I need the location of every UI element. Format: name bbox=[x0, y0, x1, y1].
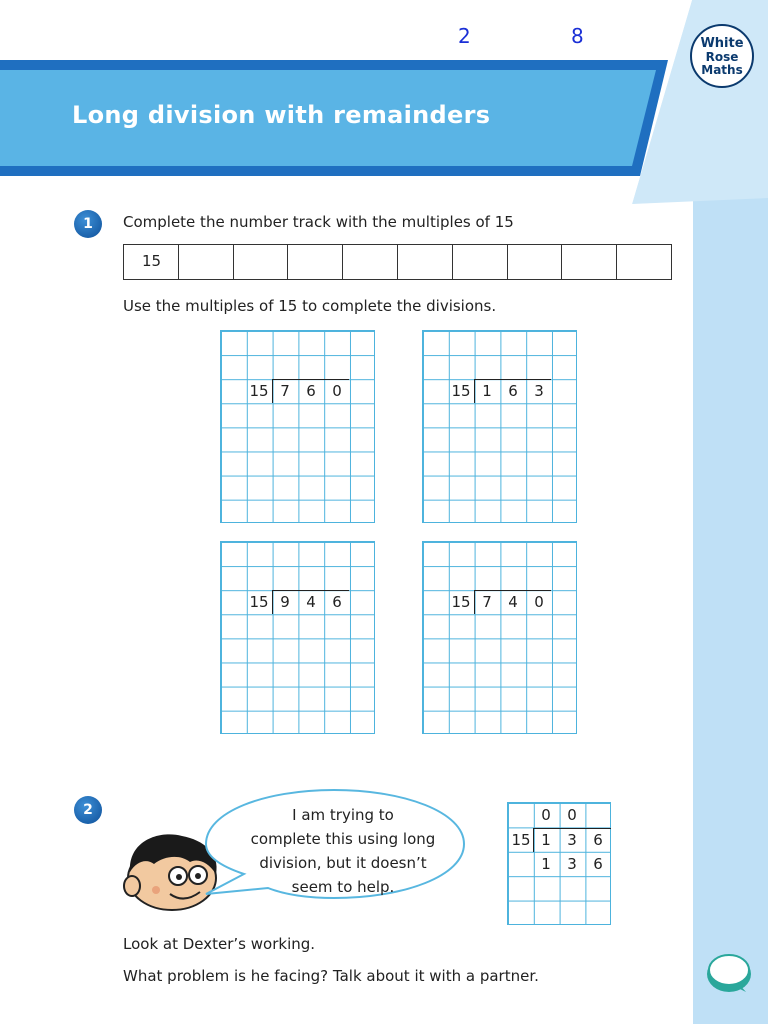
division-bar bbox=[272, 590, 349, 591]
dividend-digit: 6 bbox=[332, 593, 342, 611]
dividend-digit: 7 bbox=[482, 593, 492, 611]
track-cell-3[interactable] bbox=[234, 245, 289, 279]
dividend-digit: 1 bbox=[541, 831, 551, 849]
division-bracket bbox=[272, 379, 273, 403]
dividend-digit: 4 bbox=[306, 593, 316, 611]
logo-line-2: Rose bbox=[705, 50, 739, 64]
logo-line-1: White bbox=[700, 36, 744, 51]
track-cell-1[interactable]: 15 bbox=[124, 245, 179, 279]
division-bar bbox=[533, 828, 611, 829]
page-number-right: 8 bbox=[571, 24, 584, 48]
page-number-left: 2 bbox=[458, 24, 471, 48]
division-bar bbox=[474, 379, 551, 380]
q2-line-2: What problem is he facing? Talk about it with a partner. bbox=[123, 967, 539, 985]
dividend-digit: 9 bbox=[280, 593, 290, 611]
division-bracket bbox=[474, 590, 475, 614]
number-track bbox=[123, 244, 672, 280]
dividend-digit: 1 bbox=[482, 382, 492, 400]
track-cell-6[interactable] bbox=[398, 245, 453, 279]
division-bracket bbox=[474, 379, 475, 403]
dividend-digit: 7 bbox=[280, 382, 290, 400]
divisor: 15 bbox=[451, 382, 471, 400]
dividend-digit: 6 bbox=[593, 831, 603, 849]
divisor: 15 bbox=[511, 831, 531, 849]
division-grid-3[interactable] bbox=[220, 541, 375, 734]
question-1-badge: 1 bbox=[74, 210, 102, 238]
dividend-digit: 6 bbox=[508, 382, 518, 400]
track-cell-4[interactable] bbox=[288, 245, 343, 279]
track-cell-2[interactable] bbox=[179, 245, 234, 279]
quotient-digit: 0 bbox=[541, 806, 551, 824]
divisor: 15 bbox=[249, 382, 269, 400]
dividend-digit: 3 bbox=[534, 382, 544, 400]
dividend-digit: 4 bbox=[508, 593, 518, 611]
logo-line-3: Maths bbox=[701, 63, 743, 77]
dividend-digit: 6 bbox=[306, 382, 316, 400]
dividend-digit: 0 bbox=[534, 593, 544, 611]
division-grid-1[interactable] bbox=[220, 330, 375, 523]
dividend-digit: 3 bbox=[567, 831, 577, 849]
dividend-digit: 0 bbox=[332, 382, 342, 400]
divisor: 15 bbox=[249, 593, 269, 611]
question-2-badge: 2 bbox=[74, 796, 102, 824]
subtract-digit: 3 bbox=[567, 855, 577, 873]
q2-line-1: Look at Dexter’s working. bbox=[123, 935, 316, 953]
speech-line-4: seem to help. bbox=[291, 878, 395, 896]
speech-line-2: complete this using long bbox=[250, 830, 436, 848]
subtract-digit: 1 bbox=[541, 855, 551, 873]
division-grid-4[interactable] bbox=[422, 541, 577, 734]
division-bar bbox=[474, 590, 551, 591]
page-title: Long division with remainders bbox=[72, 101, 491, 129]
q1-instruction: Complete the number track with the multiples of 15 bbox=[123, 213, 514, 231]
divisor: 15 bbox=[451, 593, 471, 611]
track-cell-5[interactable] bbox=[343, 245, 398, 279]
divisions-instruction: Use the multiples of 15 to complete the divisions. bbox=[123, 297, 497, 315]
side-strip bbox=[693, 198, 768, 1024]
speech-line-1: I am trying to bbox=[292, 806, 394, 824]
division-bracket bbox=[533, 828, 534, 852]
track-cell-7[interactable] bbox=[453, 245, 508, 279]
speech-line-3: division, but it doesn’t bbox=[259, 854, 427, 872]
quotient-digit: 0 bbox=[567, 806, 577, 824]
division-bar bbox=[272, 379, 349, 380]
white-rose-maths-logo bbox=[690, 24, 754, 88]
subtract-digit: 6 bbox=[593, 855, 603, 873]
track-cell-10[interactable] bbox=[617, 245, 671, 279]
track-cell-9[interactable] bbox=[562, 245, 617, 279]
track-cell-8[interactable] bbox=[508, 245, 563, 279]
dexter-working-grid bbox=[507, 802, 611, 925]
speech-text bbox=[238, 803, 448, 899]
division-bracket bbox=[272, 590, 273, 614]
division-grid-2[interactable] bbox=[422, 330, 577, 523]
speech-bubble-icon bbox=[704, 950, 754, 996]
